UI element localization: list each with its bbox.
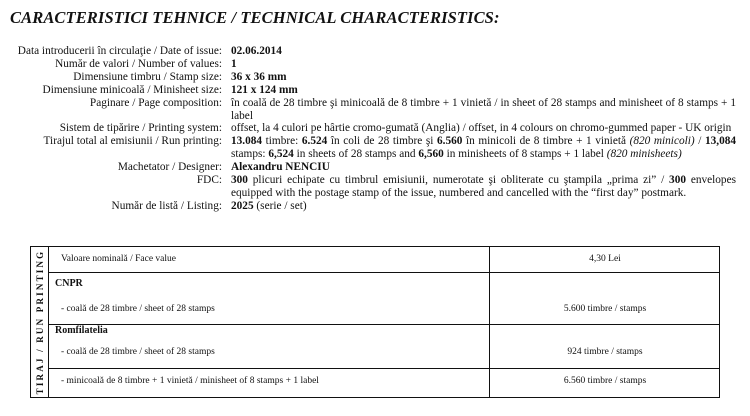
- spec-issue-date: [0, 45, 750, 58]
- spec-label: Paginare / Page composition:: [89, 96, 222, 109]
- run-total-en: 13,084: [704, 135, 737, 148]
- listing-number: 2025: [231, 199, 254, 212]
- run-text: timbre:: [262, 135, 302, 148]
- spec-minisheet-size: [0, 84, 750, 97]
- fdc-text: envelopes equipped with the postage stamp of the issue, numbered and cancelled with the “first day” postmark.: [231, 174, 736, 199]
- romfilatelia-heading: Romfilatelia: [55, 325, 108, 336]
- run-sheets-qty: 6.524: [301, 135, 328, 148]
- spec-number-of-values: [0, 58, 750, 71]
- page-title: CARACTERISTICI TEHNICE / TECHNICAL CHARACTERISTICS:: [10, 8, 500, 27]
- spec-value: Alexandru NENCIU: [231, 161, 330, 174]
- row-divider: [49, 324, 719, 325]
- run-sheets-qty-en: 6,524: [268, 148, 294, 161]
- romfilatelia-sheet-qty: 924 timbre / stamps: [567, 347, 643, 357]
- cnpr-sheet-qty: 5.600 timbre / stamps: [563, 304, 647, 314]
- spec-label: Tirajul total al emisiunii / Run printing:: [43, 135, 222, 148]
- run-printing-table: [30, 246, 720, 398]
- spec-printing-system: [0, 122, 750, 135]
- spec-fdc: [0, 174, 750, 200]
- table-side-header: [31, 247, 49, 397]
- spec-label: Data introducerii în circulaţie / Date of issue:: [17, 45, 222, 57]
- spec-value: [231, 174, 736, 200]
- spec-label: Dimensiune timbru / Stamp size:: [73, 70, 222, 83]
- spec-value: offset, la 4 culori pe hârtie cromo-gumată (Anglia) / offset, in 4 colours on chromo-gummed paper - UK origin: [231, 122, 732, 135]
- spec-value: 02.06.2014: [231, 45, 282, 57]
- spec-stamp-size: [0, 71, 750, 84]
- romfilatelia-minisheet-qty: 6.560 timbre / stamps: [563, 376, 647, 386]
- column-divider: [489, 247, 490, 397]
- run-text: in sheets of 28 stamps and: [293, 148, 419, 161]
- run-minisheet-qty: 6.560: [437, 135, 463, 148]
- row-divider: [49, 272, 719, 273]
- spec-value: 121 x 124 mm: [231, 83, 298, 96]
- run-minisheet-qty-en: 6,560: [418, 148, 444, 161]
- romfilatelia-minisheet-label: - minicoală de 8 timbre + 1 vinietă / minisheet of 8 stamps + 1 label: [61, 376, 319, 386]
- spec-label: Machetator / Designer:: [117, 161, 222, 174]
- romfilatelia-sheet-label: - coală de 28 timbre / sheet of 28 stamps: [61, 347, 215, 357]
- side-label: TIRAJ / RUN PRINTING: [34, 249, 45, 395]
- face-value-label: Valoare nominală / Face value: [61, 254, 177, 264]
- technical-specs: [0, 45, 750, 213]
- spec-value: [231, 135, 736, 161]
- run-text: în minicoli de 8 timbre + 1 vinietă: [462, 135, 630, 148]
- spec-value: 36 x 36 mm: [231, 70, 287, 83]
- spec-label: Dimensiune minicoală / Minisheet size:: [42, 83, 222, 96]
- spec-label: FDC:: [196, 174, 222, 187]
- run-text: in minisheets of 8 stamps + 1 label: [443, 148, 607, 161]
- run-note: (820 minicoli): [629, 135, 695, 148]
- spec-value: în coală de 28 timbre şi minicoală de 8 timbre + 1 vinietă / in sheet of 28 stamps and minisheet of 8 stamps + 1 label: [231, 96, 736, 122]
- spec-run-printing: [0, 135, 750, 161]
- spec-label: Număr de valori / Number of values:: [55, 57, 222, 70]
- fdc-qty: 300: [669, 174, 686, 187]
- cnpr-sheet-label: - coală de 28 timbre / sheet of 28 stamps: [61, 304, 215, 314]
- row-divider: [49, 368, 719, 369]
- fdc-qty: 300: [231, 174, 248, 187]
- spec-label: Sistem de tipărire / Printing system:: [59, 122, 222, 135]
- face-value: 4,30 Lei: [589, 254, 621, 264]
- run-total: 13.084: [231, 135, 263, 148]
- run-note: (820 minisheets): [606, 148, 682, 161]
- fdc-text: plicuri echipate cu timbrul emisiunii, numerotate şi obliterate cu ştampila „prima zi” /: [247, 174, 670, 187]
- spec-value: 1: [231, 57, 237, 70]
- spec-page-composition: [0, 97, 750, 123]
- run-text: în coli de 28 timbre şi: [327, 135, 437, 148]
- listing-suffix: (serie / set): [253, 199, 307, 212]
- run-text: /: [694, 135, 705, 148]
- spec-label: Număr de listă / Listing:: [111, 199, 222, 212]
- spec-designer: [0, 161, 750, 174]
- cnpr-heading: CNPR: [55, 278, 83, 289]
- spec-value: [231, 200, 736, 213]
- spec-listing: [0, 200, 750, 213]
- run-text: stamps:: [231, 148, 269, 161]
